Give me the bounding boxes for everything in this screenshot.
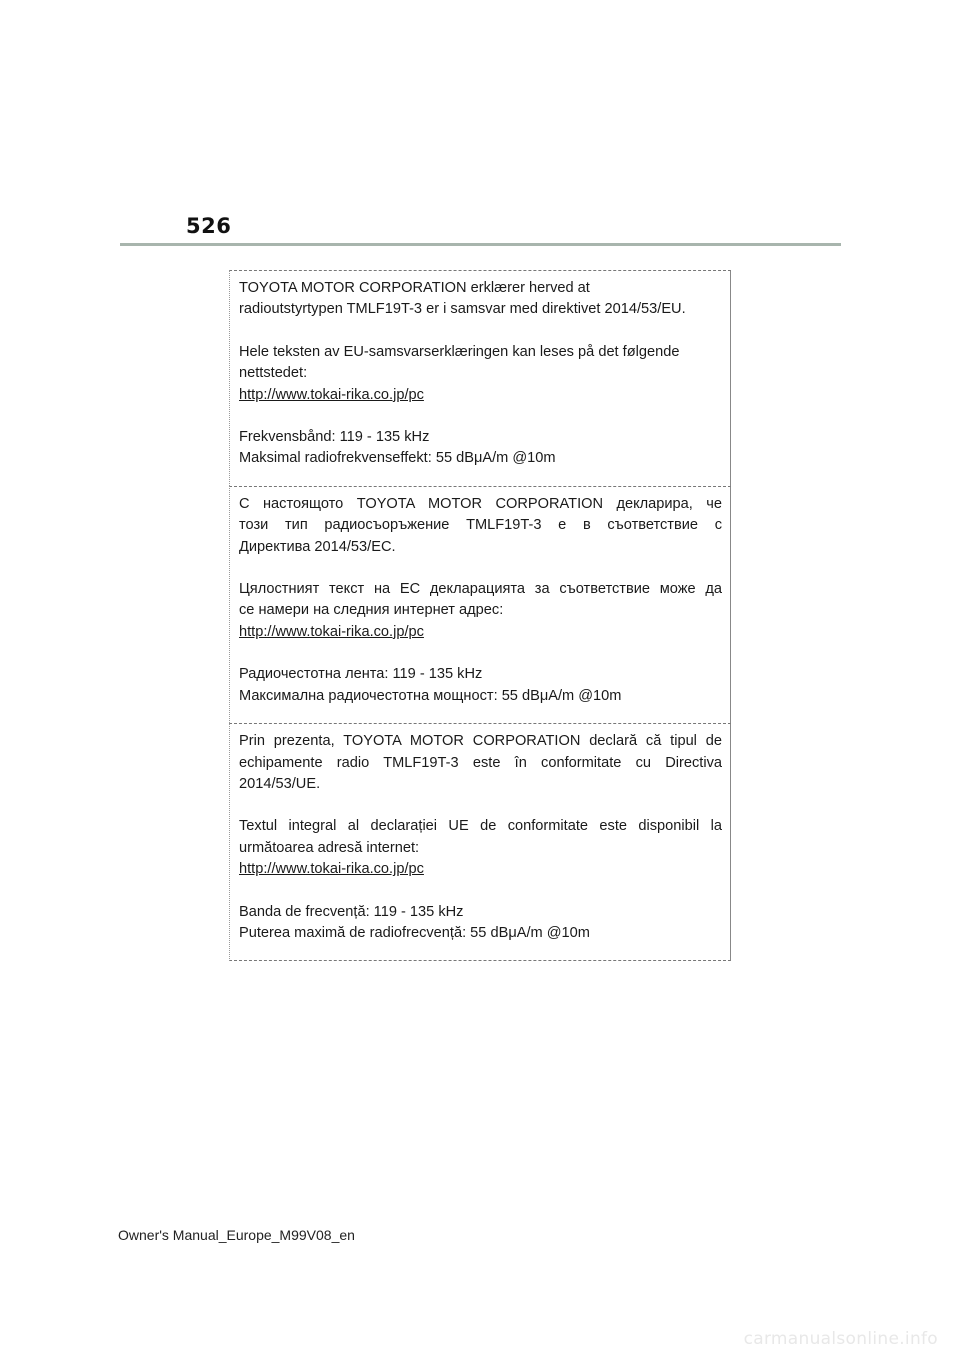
frequency-band: Frekvensbånd: 119 - 135 kHz (239, 429, 430, 446)
specs-norwegian (239, 427, 722, 486)
frequency-band: Banda de frecvență: 119 - 135 kHz (239, 903, 464, 920)
statement-norwegian (239, 278, 722, 321)
header-rule (120, 243, 841, 246)
declaration-link[interactable]: http://www.tokai-rika.co.jp/pc (239, 623, 424, 640)
statement-line: radioutstyrtypen TMLF19T-3 er i samsvar med direktivet 2014/53/EU. (239, 301, 686, 318)
declaration-norwegian (229, 270, 731, 486)
statement-line: този тип радиосъоръжение TMLF19T-3 е в съответствие с (239, 517, 722, 534)
footer-manual-id: Owner's Manual_Europe_M99V08_en (118, 1227, 355, 1243)
statement-line: 2014/53/UE. (239, 775, 321, 792)
fulltext-line: Hele teksten av EU-samsvarserklæringen kan leses på det følgende (239, 343, 680, 360)
statement-line: С настоящото TOYOTA MOTOR CORPORATION декларира, че (239, 495, 722, 512)
declaration-bulgarian (229, 486, 731, 723)
statement-romanian (239, 731, 722, 795)
fulltext-romanian (239, 816, 722, 880)
max-power: Puterea maximă de radiofrecvență: 55 dBμA/m @10m (239, 924, 590, 941)
frequency-band: Радиочестотна лента: 119 - 135 kHz (239, 666, 483, 683)
statement-line: Prin prezenta, TOYOTA MOTOR CORPORATION declară că tipul de (239, 733, 722, 750)
fulltext-bulgarian (239, 579, 722, 643)
declaration-romanian (229, 723, 731, 961)
fulltext-line: се намери на следния интернет адрес: (239, 602, 504, 619)
max-power: Maksimal radiofrekvenseffekt: 55 dBμA/m @10m (239, 450, 556, 467)
watermark: carmanualsonline.info (743, 1329, 938, 1349)
statement-line: echipamente radio TMLF19T-3 este în conformitate cu Directiva (239, 754, 722, 771)
specs-bulgarian (239, 664, 722, 723)
fulltext-norwegian (239, 342, 722, 406)
declaration-link[interactable]: http://www.tokai-rika.co.jp/pc (239, 861, 424, 878)
page-number: 526 (186, 214, 232, 238)
specs-romanian (239, 902, 722, 961)
fulltext-line: Textul integral al declarației UE de conformitate este disponibil la (239, 818, 722, 835)
statement-bulgarian (239, 494, 722, 558)
fulltext-line: Цялостният текст на ЕС декларацията за съответствие може да (239, 581, 722, 598)
max-power: Максимална радиочестотна мощност: 55 dBμA/m @10m (239, 687, 622, 704)
fulltext-line: nettstedet: (239, 365, 308, 382)
fulltext-line: următoarea adresă internet: (239, 839, 420, 856)
declaration-link[interactable]: http://www.tokai-rika.co.jp/pc (239, 386, 424, 403)
declarations-box (229, 270, 731, 961)
statement-line: TOYOTA MOTOR CORPORATION erklærer herved at (239, 280, 590, 296)
statement-line: Директива 2014/53/ЕС. (239, 538, 396, 555)
